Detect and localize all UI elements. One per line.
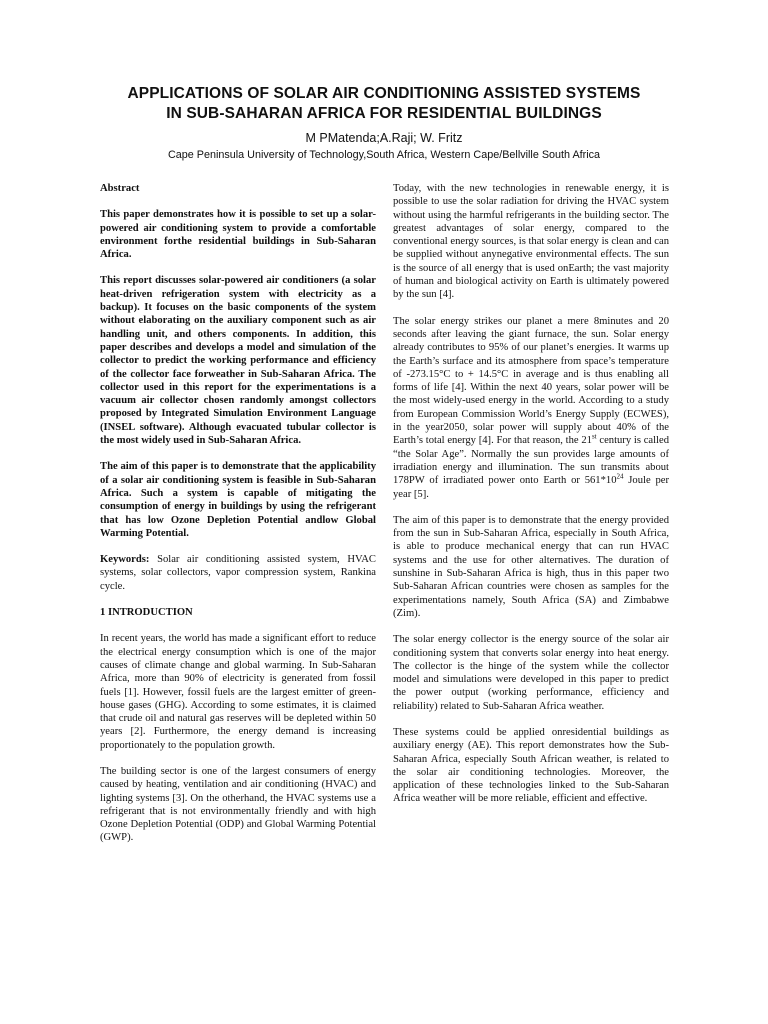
superscript-24: 24 (616, 472, 624, 481)
paragraph-2-part-b: century is called “the Solar Age”. Normally the sun provides large amounts of irradiation energy and illumination. The sun transmits about 178PW of irradiated power onto Earth or 561*10 (393, 435, 669, 487)
paragraph-2-part-c: Joule per year [5]. (393, 475, 669, 500)
right-paragraph-2 (393, 315, 669, 501)
abstract-paragraph-1: This paper demonstrates how it is possible to set up a solar-powered air conditioning system to provide a comfortable environment forthe residential buildings in Sub-Saharan Africa. (100, 209, 376, 261)
affiliation: Cape Peninsula University of Technology,South Africa, Western Cape/Bellville South Africa (167, 149, 601, 161)
authors: M PMatenda;A.Raji; W. Fritz (305, 131, 463, 145)
superscript-st: st (591, 432, 597, 441)
keywords-text: Solar air conditioning assisted system, HVAC systems, solar collectors, vapor compression system, Rankina cycle. (100, 554, 376, 592)
title-line-1: APPLICATIONS OF SOLAR AIR CONDITIONING ASSISTED SYSTEMS (127, 85, 641, 102)
left-column (100, 182, 376, 858)
right-paragraph-5: These systems could be applied onresidential buildings as auxiliary energy (AE). This report demonstrates how the Sub-Saharan Africa, especially South African weather, is related to the solar air conditioning technologies. Moreover, the application of these technologies linked to the Sub-Saharan Africa weather will be more reliable, efficient and effective. (393, 726, 669, 805)
abstract-paragraph-2: This report discusses solar-powered air conditioners (a solar heat-driven refrigeration system with electricity as a backup). It focuses on the basic components of the system without elaborating on the auxiliary component such as air handling unit, and others components. In addition, this paper describes and develops a model and simulation of the collector to predict the working performance and efficiency of the collector face forweather in Sub-Saharan Africa. The collector used in this report for the experimentations is a vacuum air collector chosen randomly amongst collectors proposed by Integrated Simulation Environment Language (INSEL software). Although evacuated tubular collector is the most widely used in Sub-Saharan Africa. (100, 275, 376, 447)
title-line-2: IN SUB-SAHARAN AFRICA FOR RESIDENTIAL BUILDINGS (166, 105, 602, 122)
abstract-heading: Abstract (100, 183, 140, 194)
right-paragraph-3: The aim of this paper is to demonstrate that the energy provided from the sun in Sub-Saharan Africa, especially in South Africa, is able to produce mechanical energy that can run HVAC systems and the use for other alternatives. The duration of sunshine in Sub-Saharan Africa is high, thus in this paper two Sub-Saharan African countries were chosen as samples for the experimentations namely, South Africa (SA) and Zimbabwe (Zim). (393, 514, 669, 619)
keywords (100, 553, 376, 593)
keywords-label: Keywords: (100, 554, 150, 566)
right-column (393, 182, 669, 819)
paper-title (0, 84, 768, 124)
introduction-paragraph-2: The building sector is one of the largest consumers of energy caused by heating, ventilation and air conditioning (HVAC) and lighting systems [3]. On the otherhand, the HVAC systems use a refrigerant that is not environmentally friendly and with high Ozone Depletion Potential (ODP) and Global Warming Potential (GWP). (100, 765, 376, 844)
introduction-paragraph-1: In recent years, the world has made a significant effort to reduce the electrical energy consumption which is one of the major causes of climate change and global warming. In Sub-Saharan Africa, more than 90% of electricity is generated from fossil fuels [1]. However, fossil fuels are the largest emitter of green-house gases (GHG). According to some estimates, it is claimed that crude oil and natural gas reserves will be depleted within 50 years [2]. Furthermore, the energy demand is increasing proportionately to the population growth. (100, 633, 376, 751)
abstract-paragraph-3: The aim of this paper is to demonstrate that the applicability of a solar air conditioning system is feasible in Sub-Saharan Africa. Such a system is capable of mitigating the consumption of energy in buildings by using the refrigerant that has low Ozone Depletion Potential andlow Global Warming Potential. (100, 461, 376, 539)
paragraph-2-part-a: The solar energy strikes our planet a mere 8minutes and 20 seconds after leaving the giant furnace, the sun. Solar energy already contributes to 95% of our planet’s energies. It warms up the Earth’s surface and its atmosphere from space’s temperature of -273.15°C to + 14.5°C in average and is thus enabling all forms of life [4]. Within the next 40 years, solar power will be the most widely-used energy in the world. According to a study from European Commission World’s Energy Supply (ECWES), in the year2050, solar power will supply about 40% of the Earth’s total energy [4]. For that reason, the 21 (393, 315, 669, 447)
right-paragraph-1: Today, with the new technologies in renewable energy, it is possible to use the solar radiation for driving the HVAC system without using the harmful refrigerants in the building sector. The greatest advantages of solar energy, compared to the conventional energy sources, is that solar energy is clean and can be supplied without anynegative environmental effects. The sun is the source of all energy that is used onEarth; the vast majority of human and biological activity on Earth is ultimately powered by the sun [4]. (393, 183, 669, 301)
introduction-heading: 1 INTRODUCTION (100, 607, 193, 619)
right-paragraph-4: The solar energy collector is the energy source of the solar air conditioning system that converts solar energy into heat energy. The collector is the hinge of the system while the collector model and simulations were developed in this paper to predict the power output (working performance, efficiency and reliability) related to Sub-Saharan Africa weather. (393, 634, 669, 712)
paper-header (0, 84, 768, 162)
